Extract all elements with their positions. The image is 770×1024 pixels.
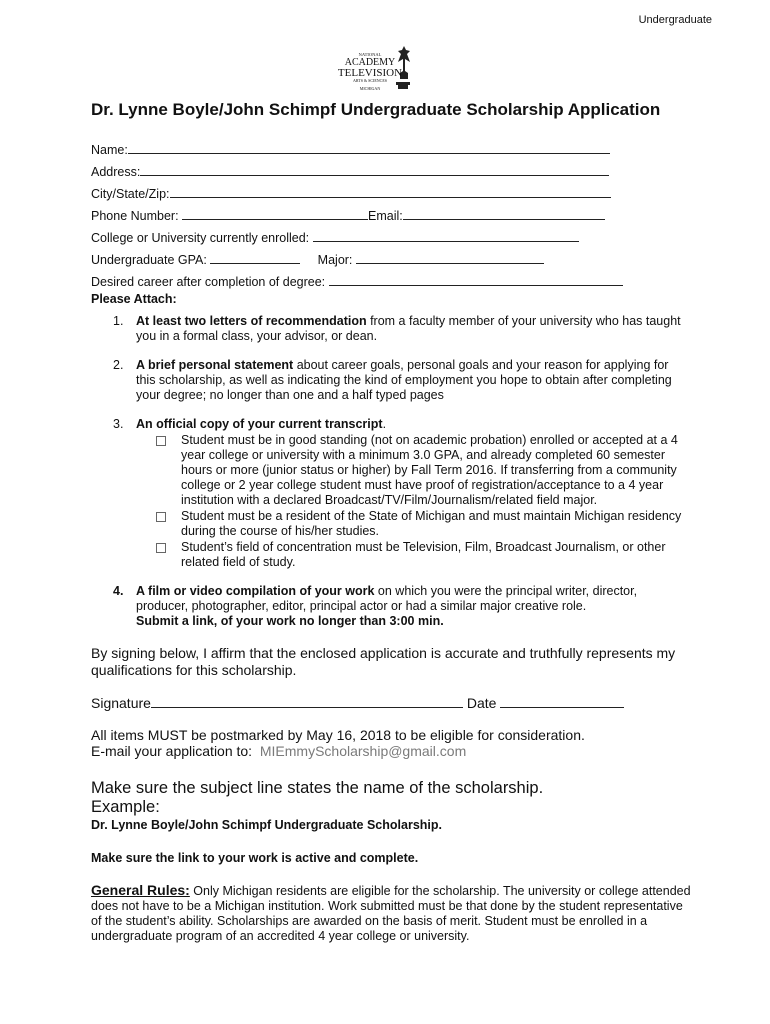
- attach-heading: Please Attach:: [91, 292, 177, 306]
- postmark-text: All items MUST be postmarked by May 16, 2018 to be eligible for consideration.: [91, 727, 585, 743]
- item-bold: At least two letters of recommendation: [136, 314, 367, 328]
- requirement-3: [156, 540, 686, 570]
- checkbox-icon: [156, 436, 166, 446]
- item-text: .: [382, 417, 387, 431]
- signature-label: Signature: [91, 695, 151, 711]
- address-field[interactable]: [140, 163, 609, 176]
- gpa-label: Undergraduate GPA:: [91, 253, 207, 267]
- checkbox-icon: [156, 543, 166, 553]
- signature-field[interactable]: [151, 693, 463, 708]
- link-note: Make sure the link to your work is active and complete.: [91, 851, 419, 865]
- name-label: Name:: [91, 143, 128, 157]
- email-instructions: [91, 743, 691, 760]
- attach-item-4: [113, 584, 683, 629]
- example-label: Example:: [91, 798, 160, 816]
- emmy-statuette-icon: [330, 44, 430, 96]
- item-number: 3.: [113, 417, 124, 431]
- item-number: 1.: [113, 314, 124, 328]
- date-field[interactable]: [500, 693, 624, 708]
- subject-line-note: Make sure the subject line states the name of the scholarship.: [91, 779, 544, 797]
- email-link[interactable]: MIEmmyScholarship@gmail.com: [259, 743, 467, 759]
- address-label: Address:: [91, 165, 141, 179]
- requirement-text: Student’s field of concentration must be Television, Film, Broadcast Journalism, or other related field of study.: [181, 540, 666, 569]
- logo-line4: ARTS & SCIENCES: [353, 78, 387, 83]
- address-row: [91, 163, 609, 179]
- major-label: Major:: [317, 253, 353, 267]
- item-number: 2.: [113, 358, 124, 372]
- gpa-field[interactable]: [210, 251, 300, 264]
- logo-line2: ACADEMY: [344, 57, 396, 68]
- city-label: City/State/Zip:: [91, 187, 170, 201]
- checkbox-icon: [156, 512, 166, 522]
- item-number: 4.: [113, 584, 124, 598]
- requirement-1: [156, 433, 686, 508]
- email-label: Email:: [368, 209, 403, 223]
- item-text: about career goals, personal goals and your reason for applying for this scholarship, as well as indicating the kind of employment you hope to obtain after completing your degree; no longer than one and a half typed pages: [136, 358, 672, 402]
- requirement-text: Student must be in good standing (not on academic probation) enrolled or accepted at a 4 year college or university with a minimum 3.0 GPA, and already completed 60 semester hours or more (junior status or higher) by Fall Term 2016. If transferring from a community college or 2 year college student must have proof of registration/acceptance to a 4 year institution with a declared Broadcast/TV/Film/Journalism/related field major.: [181, 433, 678, 507]
- logo-line3: TELEVISION: [337, 67, 403, 79]
- attach-item-3: [113, 417, 683, 432]
- career-label: Desired career after completion of degree:: [91, 275, 326, 289]
- city-field[interactable]: [170, 185, 611, 198]
- phone-email-row: [91, 207, 605, 223]
- rules-heading: General Rules:: [91, 882, 190, 898]
- attach-item-2: [113, 358, 683, 403]
- item-text: from a faculty member of your university who has taught you in a formal class, your advisor, or dean.: [136, 314, 681, 343]
- college-row: [91, 229, 579, 245]
- rules-text: Only Michigan residents are eligible for the scholarship. The university or college attended does not have to be a Michigan institution. Work submitted must be that done by the student representative of the student’s ability. Scholarships are awarded on the basis of merit. Student must be enrolled in a undergraduate program of an accredited 4 year college or university.: [91, 884, 691, 943]
- college-label: College or University currently enrolled:: [91, 231, 310, 245]
- name-row: [91, 141, 610, 157]
- item-bold-note: Submit a link, of your work no longer than 3:00 min.: [136, 614, 444, 628]
- page-title: Dr. Lynne Boyle/John Schimpf Undergraduate Scholarship Application: [91, 100, 661, 119]
- signature-row: [91, 693, 691, 712]
- item-bold: A brief personal statement: [136, 358, 294, 372]
- email-field[interactable]: [403, 207, 605, 220]
- item-bold: A film or video compilation of your work: [136, 584, 375, 598]
- gpa-major-row: [91, 251, 544, 267]
- phone-label: Phone Number:: [91, 209, 179, 223]
- city-row: [91, 185, 611, 201]
- attach-item-1: [113, 314, 683, 344]
- name-field[interactable]: [128, 141, 610, 154]
- item-bold: An official copy of your current transcript: [136, 417, 383, 431]
- phone-field[interactable]: [182, 207, 368, 220]
- academy-logo: [330, 44, 430, 96]
- requirement-2: [156, 509, 686, 539]
- email-prefix: E-mail your application to:: [91, 743, 253, 759]
- item-text: on which you were the principal writer, director, producer, photographer, editor, principal actor or had a similar major creative role.: [136, 584, 638, 613]
- requirement-text: Student must be a resident of the State of Michigan and must maintain Michigan residency during the course of his/her studies.: [181, 509, 682, 538]
- career-row: [91, 273, 623, 289]
- date-label: Date: [466, 695, 497, 711]
- career-field[interactable]: [329, 273, 623, 286]
- affirmation-text: By signing below, I affirm that the enclosed application is accurate and truthfully represents my qualifications for this scholarship.: [91, 645, 676, 678]
- major-field[interactable]: [356, 251, 544, 264]
- general-rules: [91, 883, 691, 944]
- logo-line1: NATIONAL: [358, 52, 382, 57]
- logo-line5: MICHIGAN: [359, 86, 381, 91]
- corner-label: Undergraduate: [638, 14, 712, 26]
- college-field[interactable]: [313, 229, 579, 242]
- example-value: Dr. Lynne Boyle/John Schimpf Undergraduate Scholarship.: [91, 818, 442, 832]
